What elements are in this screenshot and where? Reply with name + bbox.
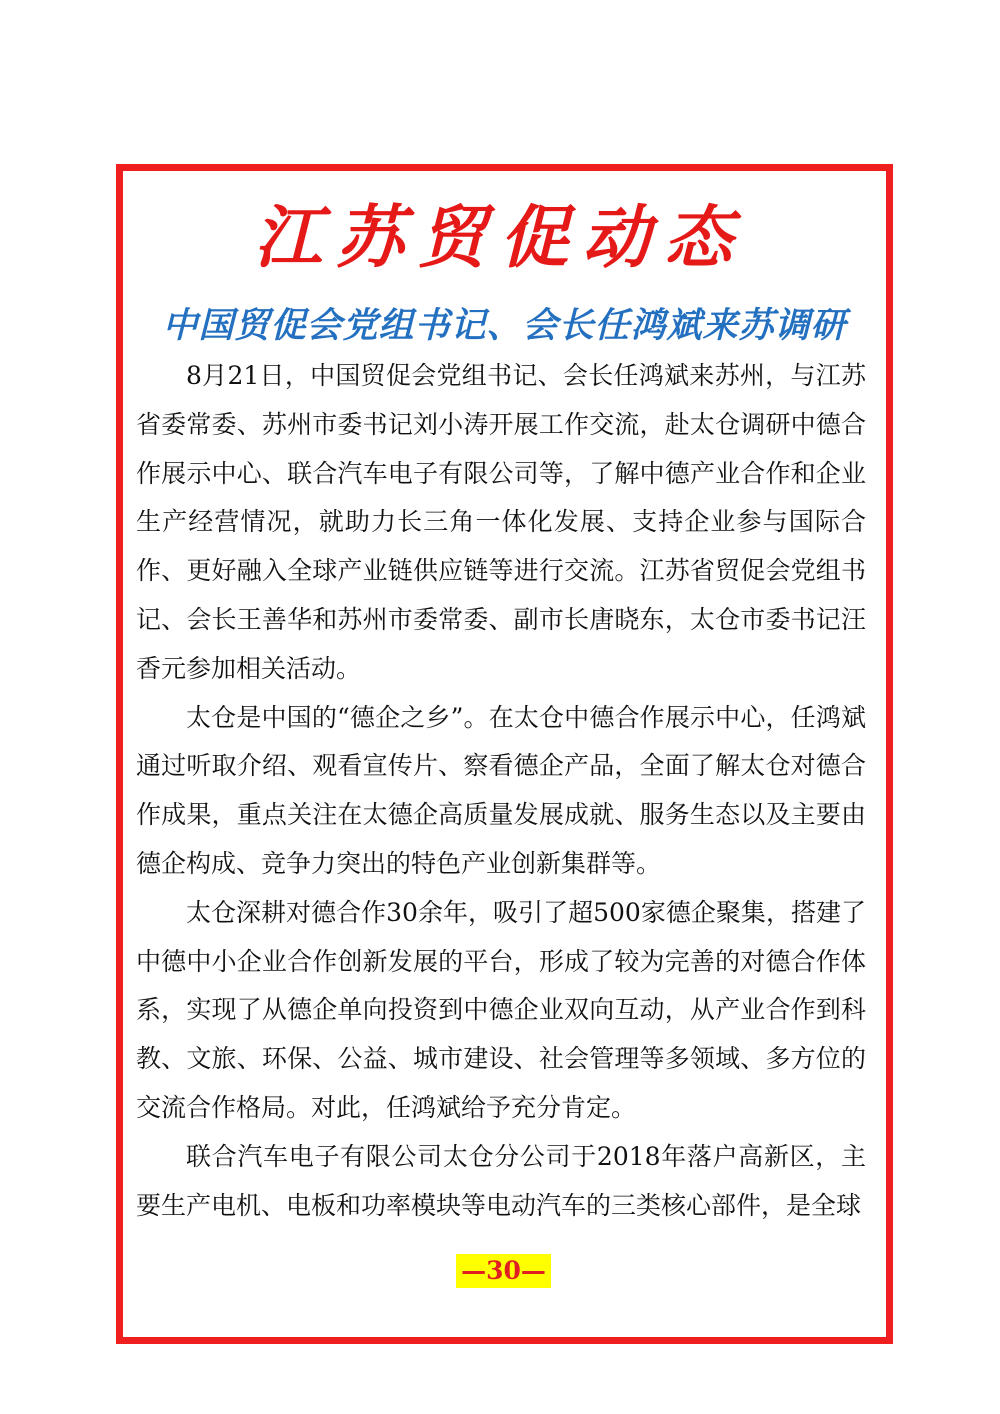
page-number: —30— (461, 1256, 546, 1285)
paragraph-2: 太仓是中国的“德企之乡”。在太仓中德合作展示中心，任鸿斌通过听取介绍、观看宣传片、察看德企产品，全面了解太仓对德合作成果，重点关注在太德企高质量发展成就、服务生态以及主要由德企构成、竞争力突出的特色产业创新集群等。 (136, 702, 866, 878)
page-number-badge (456, 1254, 551, 1288)
paragraph-1: 8月21日，中国贸促会党组书记、会长任鸿斌来苏州，与江苏省委常委、苏州市委书记刘小涛开展工作交流，赴太仓调研中德合作展示中心、联合汽车电子有限公司等，了解中德产业合作和企业生产经营情况，就助力长三角一体化发展、支持企业参与国际合作、更好融入全球产业链供应链等进行交流。江苏省贸促会党组书记、会长王善华和苏州市委常委、副市长唐晓东，太仓市委书记汪香元参加相关活动。 (136, 361, 866, 683)
paragraph-4: 联合汽车电子有限公司太仓分公司于2018年落户高新区，主要生产电机、电板和功率模块等电动汽车的三类核心部件，是全球 (136, 1141, 866, 1220)
paragraph-3: 太仓深耕对德合作30余年，吸引了超500家德企聚集，搭建了中德中小企业合作创新发展的平台，形成了较为完善的对德合作体系，实现了从德企单向投资到中德企业双向互动，从产业合作到科教、文旅、环保、公益、城市建设、社会管理等多领域、多方位的交流合作格局。对此，任鸿斌给予充分肯定。 (136, 897, 866, 1122)
article-body (136, 352, 866, 1230)
article-headline: 中国贸促会党组书记、会长任鸿斌来苏调研 (162, 306, 847, 346)
masthead-title: 江苏贸促动态 (253, 198, 746, 278)
